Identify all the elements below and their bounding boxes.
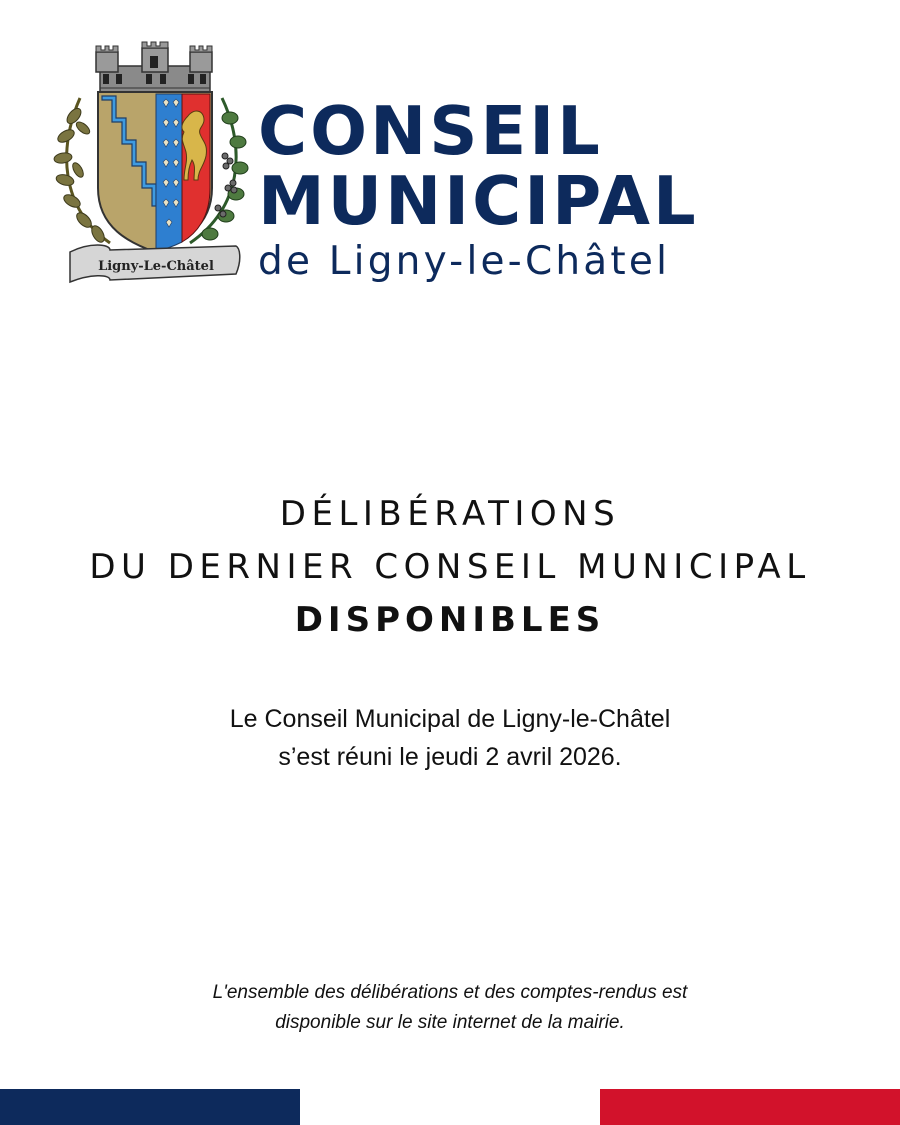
footer-note-line2: disponible sur le site internet de la mairie.: [275, 1012, 625, 1033]
meeting-info: [0, 700, 900, 776]
announcement: [0, 488, 900, 647]
page-title-line1: CONSEIL: [258, 92, 603, 170]
announcement-line3: DISPONIBLES: [294, 600, 606, 640]
meeting-line2: s’est réuni le jeudi 2 avril 2026.: [278, 743, 622, 771]
title-block: [258, 92, 699, 288]
announcement-line2: DU DERNIER CONSEIL MUNICIPAL: [89, 547, 811, 587]
castle-crown: [96, 42, 212, 92]
header: [50, 38, 810, 308]
crest-banner-text: Ligny-Le-Châtel: [98, 259, 214, 274]
footer-note-line1: L'ensemble des délibérations et des comptes-rendus est: [212, 982, 688, 1003]
footer-note: [0, 978, 900, 1038]
meeting-line1: Le Conseil Municipal de Ligny-le-Châtel: [229, 705, 671, 733]
shield: [98, 92, 212, 252]
announcement-line1: DÉLIBÉRATIONS: [279, 494, 621, 534]
page-title-line2: MUNICIPAL: [258, 162, 699, 240]
flag-bar-blue: [0, 1089, 300, 1125]
coat-of-arms-icon: [50, 38, 250, 300]
crest-banner: [70, 245, 240, 282]
page-subtitle: de Ligny-le-Châtel: [258, 239, 671, 284]
flag-bar-red: [600, 1089, 900, 1125]
